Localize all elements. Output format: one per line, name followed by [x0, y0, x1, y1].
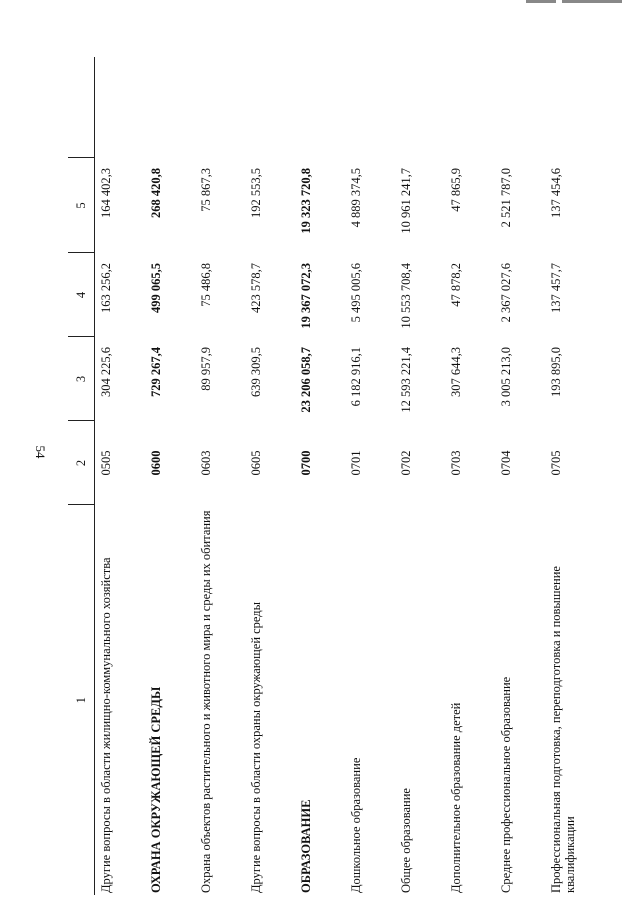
row-blank-cell [195, 57, 245, 158]
row-blank-cell [95, 57, 146, 158]
budget-table [68, 57, 595, 895]
row-code: 0704 [499, 450, 513, 476]
row-blank-cell [245, 57, 295, 158]
row-value-col5: 164 402,3 [99, 168, 113, 218]
row-blank-cell [345, 57, 395, 158]
row-code: 0603 [199, 450, 213, 476]
row-value-col5: 19 323 720,8 [299, 168, 313, 234]
row-name: Дошкольное образование [349, 757, 363, 893]
table-body [95, 57, 596, 895]
row-value-col4: 137 457,7 [549, 263, 563, 313]
row-name: Профессиональная подготовка, переподготовка и повышение квалификации [549, 566, 578, 893]
row-value-col4: 47 878,2 [449, 263, 463, 307]
row-name: Другие вопросы в области жилищно-коммунального хозяйства [99, 557, 113, 893]
rotated-page [68, 0, 628, 905]
row-name: Общее образование [399, 788, 413, 893]
header-col-3: 3 [68, 337, 95, 421]
row-value-col3: 304 225,6 [99, 347, 113, 397]
row-name: Дополнительное образование детей [449, 702, 463, 893]
header-col-1: 1 [68, 505, 95, 895]
row-code: 0701 [349, 450, 363, 476]
row-name: ОХРАНА ОКРУЖАЮЩЕЙ СРЕДЫ [149, 686, 163, 893]
row-value-col5: 10 961 241,7 [399, 168, 413, 234]
row-value-col4: 75 486,8 [199, 263, 213, 307]
row-value-col3: 729 267,4 [149, 347, 163, 397]
row-name: Среднее профессиональное образование [499, 676, 513, 893]
header-col-5: 5 [68, 158, 95, 253]
header-col-blank [68, 57, 95, 158]
row-blank-cell [395, 57, 445, 158]
table-row [545, 57, 595, 895]
row-blank-cell [495, 57, 545, 158]
table-row [295, 57, 345, 895]
row-code: 0703 [449, 450, 463, 476]
row-blank-cell [295, 57, 345, 158]
header-row [68, 57, 95, 895]
row-value-col4: 163 256,2 [99, 263, 113, 313]
table-row [245, 57, 295, 895]
table-row [195, 57, 245, 895]
row-value-col3: 3 005 213,0 [499, 347, 513, 407]
row-value-col5: 75 867,3 [199, 168, 213, 212]
row-value-col3: 193 895,0 [549, 347, 563, 397]
row-value-col5: 4 889 374,5 [349, 168, 363, 228]
row-value-col3: 12 593 221,4 [399, 347, 413, 413]
page-number: 54 [33, 445, 48, 459]
row-code: 0600 [149, 450, 163, 476]
row-value-col4: 2 367 027,6 [499, 263, 513, 323]
row-value-col4: 499 065,5 [149, 263, 163, 313]
table-row [445, 57, 495, 895]
row-value-col3: 89 957,9 [199, 347, 213, 391]
row-value-col3: 307 644,3 [449, 347, 463, 397]
row-code: 0702 [399, 450, 413, 476]
row-blank-cell [445, 57, 495, 158]
table-row [495, 57, 545, 895]
row-value-col3: 23 206 058,7 [299, 347, 313, 413]
row-code: 0505 [99, 450, 113, 476]
row-value-col5: 268 420,8 [149, 168, 163, 218]
table-row [145, 57, 195, 895]
row-value-col5: 137 454,6 [549, 168, 563, 218]
table-row [95, 57, 146, 895]
table-row [395, 57, 445, 895]
row-value-col4: 10 553 708,4 [399, 263, 413, 329]
row-blank-cell [145, 57, 195, 158]
row-name: ОБРАЗОВАНИЕ [299, 799, 313, 893]
header-col-2: 2 [68, 421, 95, 505]
row-name: Другие вопросы в области охраны окружающей среды [249, 601, 263, 893]
row-blank-cell [545, 57, 595, 158]
row-code: 0705 [549, 450, 563, 476]
header-col-4: 4 [68, 253, 95, 337]
row-value-col5: 2 521 787,0 [499, 168, 513, 228]
row-code: 0605 [249, 450, 263, 476]
row-code: 0700 [299, 450, 313, 476]
row-value-col4: 423 578,7 [249, 263, 263, 313]
row-value-col5: 47 865,9 [449, 168, 463, 212]
row-value-col5: 192 553,5 [249, 168, 263, 218]
table-row [345, 57, 395, 895]
row-name: Охрана объектов растительного и животного мира и среды их обитания [199, 510, 213, 893]
row-value-col4: 19 367 072,3 [299, 263, 313, 329]
row-value-col4: 5 495 005,6 [349, 263, 363, 323]
row-value-col3: 6 182 916,1 [349, 347, 363, 407]
row-value-col3: 639 309,5 [249, 347, 263, 397]
